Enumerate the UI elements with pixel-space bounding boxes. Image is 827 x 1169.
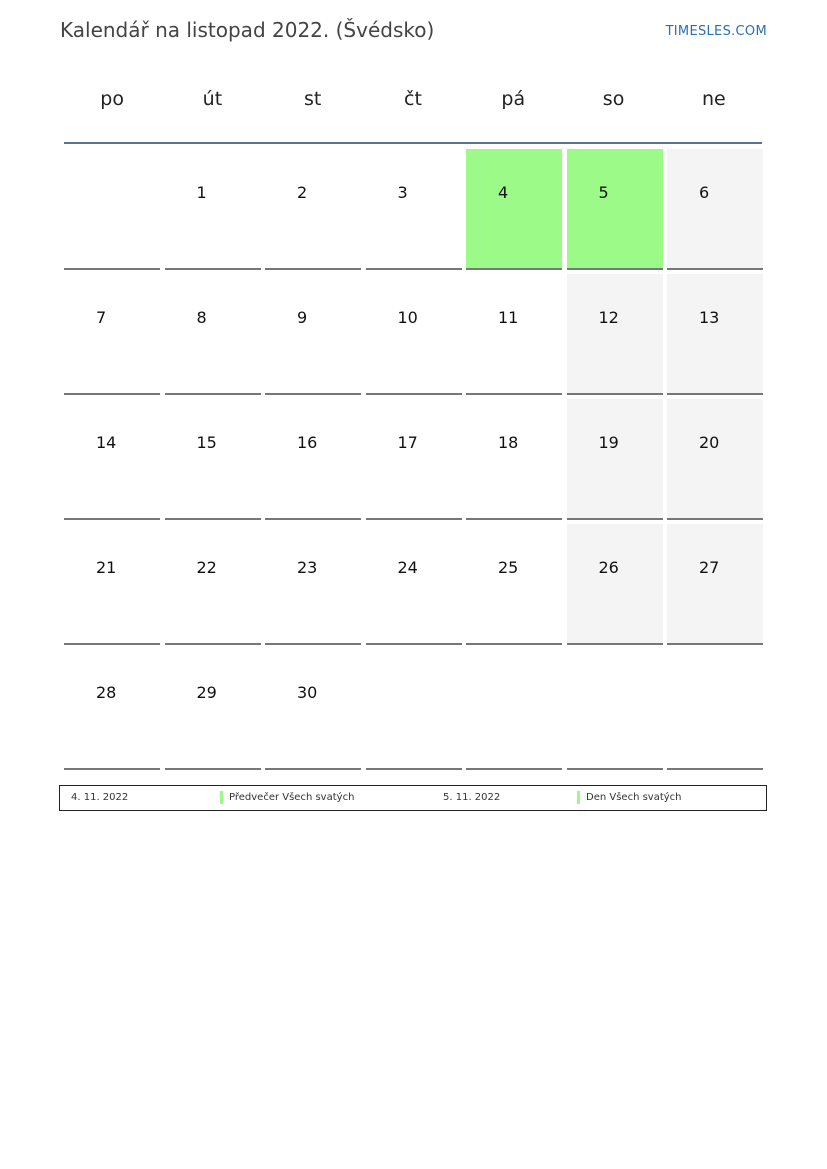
- day-number: 24: [397, 558, 418, 577]
- weekday-header: [62, 88, 764, 120]
- holiday-legend: [59, 785, 767, 811]
- calendar-day-cell[interactable]: [567, 524, 663, 645]
- page-title: Kalendář na listopad 2022. (Švédsko): [60, 18, 435, 42]
- calendar-day-cell[interactable]: [366, 399, 462, 520]
- calendar-day-cell[interactable]: [265, 149, 361, 270]
- calendar-day-cell[interactable]: [567, 149, 663, 270]
- calendar-day-cell[interactable]: [466, 274, 562, 395]
- calendar-day-cell[interactable]: [64, 524, 160, 645]
- calendar-day-cell[interactable]: [165, 274, 261, 395]
- day-number: 8: [196, 308, 207, 327]
- day-number: 9: [297, 308, 308, 327]
- day-number: 14: [96, 433, 117, 452]
- legend-marker-2: [577, 791, 580, 804]
- calendar-day-cell[interactable]: [667, 524, 763, 645]
- day-number: 4: [498, 183, 509, 202]
- weekday-sat: so: [602, 88, 625, 110]
- day-number: 28: [96, 683, 117, 702]
- calendar-day-cell[interactable]: [265, 399, 361, 520]
- day-number: 27: [699, 558, 720, 577]
- day-number: 12: [598, 308, 619, 327]
- day-number: 26: [598, 558, 619, 577]
- calendar-cell-empty: [667, 649, 763, 770]
- day-number: 11: [498, 308, 519, 327]
- calendar-day-cell[interactable]: [64, 274, 160, 395]
- calendar-day-cell[interactable]: [165, 399, 261, 520]
- weekday-wed: st: [304, 88, 322, 110]
- calendar-day-cell[interactable]: [567, 274, 663, 395]
- calendar-cell-empty: [466, 649, 562, 770]
- calendar-day-cell[interactable]: [165, 524, 261, 645]
- legend-name-2: Den Všech svatých: [586, 792, 682, 803]
- day-number: 13: [699, 308, 720, 327]
- calendar-cell-empty: [366, 649, 462, 770]
- calendar-grid: [64, 149, 763, 770]
- day-number: 17: [397, 433, 418, 452]
- calendar-day-cell[interactable]: [265, 524, 361, 645]
- day-number: 2: [297, 183, 308, 202]
- calendar-day-cell[interactable]: [466, 399, 562, 520]
- calendar-day-cell[interactable]: [466, 524, 562, 645]
- day-number: 5: [598, 183, 609, 202]
- calendar-day-cell[interactable]: [265, 274, 361, 395]
- legend-date-2: 5. 11. 2022: [443, 792, 501, 803]
- calendar-cell-empty: [64, 149, 160, 270]
- day-number: 15: [196, 433, 217, 452]
- day-number: 21: [96, 558, 117, 577]
- day-number: 22: [196, 558, 217, 577]
- legend-name-1: Předvečer Všech svatých: [229, 792, 355, 803]
- day-number: 18: [498, 433, 519, 452]
- calendar-day-cell[interactable]: [567, 399, 663, 520]
- calendar-day-cell[interactable]: [165, 149, 261, 270]
- weekday-tue: út: [202, 88, 223, 110]
- calendar-day-cell[interactable]: [366, 149, 462, 270]
- legend-marker-1: [220, 791, 223, 804]
- day-number: 29: [196, 683, 217, 702]
- calendar-day-cell[interactable]: [366, 274, 462, 395]
- day-number: 16: [297, 433, 318, 452]
- calendar-day-cell[interactable]: [265, 649, 361, 770]
- day-number: 20: [699, 433, 720, 452]
- calendar-day-cell[interactable]: [466, 149, 562, 270]
- day-number: 19: [598, 433, 619, 452]
- calendar-day-cell[interactable]: [165, 649, 261, 770]
- day-number: 6: [699, 183, 710, 202]
- legend-date-1: 4. 11. 2022: [71, 792, 129, 803]
- brand-link[interactable]: TIMESLES.COM: [665, 24, 767, 39]
- calendar-day-cell[interactable]: [667, 399, 763, 520]
- weekday-fri: pá: [501, 88, 526, 110]
- calendar-day-cell[interactable]: [64, 649, 160, 770]
- day-number: 1: [196, 183, 207, 202]
- calendar-day-cell[interactable]: [667, 274, 763, 395]
- weekday-sun: ne: [701, 88, 726, 110]
- weekday-thu: čt: [404, 88, 422, 110]
- calendar-day-cell[interactable]: [667, 149, 763, 270]
- calendar-day-cell[interactable]: [366, 524, 462, 645]
- calendar-cell-empty: [567, 649, 663, 770]
- day-number: 30: [297, 683, 318, 702]
- day-number: 23: [297, 558, 318, 577]
- day-number: 3: [397, 183, 408, 202]
- day-number: 7: [96, 308, 107, 327]
- weekday-mon: po: [100, 88, 124, 110]
- header-divider: [64, 142, 762, 144]
- day-number: 10: [397, 308, 418, 327]
- day-number: 25: [498, 558, 519, 577]
- calendar-day-cell[interactable]: [64, 399, 160, 520]
